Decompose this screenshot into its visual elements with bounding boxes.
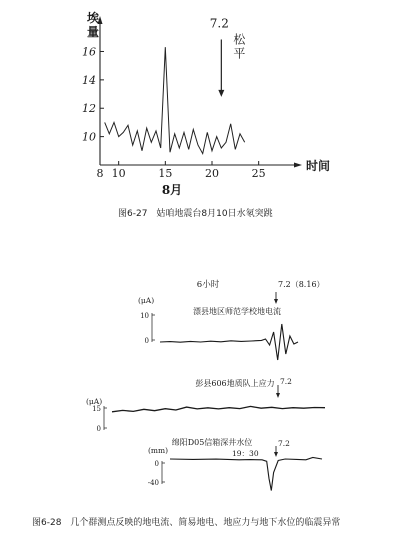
x-tick-label: 15 bbox=[158, 167, 173, 180]
x-axis-arrow bbox=[294, 163, 302, 168]
x-tick-label: 8 bbox=[96, 167, 104, 180]
trace-line bbox=[112, 406, 325, 411]
figure-caption-27: 图6-27 姑咱地震台8月10日水氡突跳 bbox=[118, 209, 273, 219]
annotation-date: 7.2 bbox=[209, 16, 229, 31]
annotation-label-char: 平 bbox=[233, 46, 246, 61]
trace-marker-label: 7.2 bbox=[280, 377, 292, 386]
x-tick-label: 10 bbox=[111, 167, 126, 180]
trace-y-tick-label: 15 bbox=[92, 405, 101, 413]
trace-name: 绵阳D05信箱深井水位 bbox=[171, 438, 253, 447]
trace-marker-label: 7.2 bbox=[278, 439, 290, 448]
trace-y-tick-label: 0 bbox=[154, 460, 159, 468]
trace-unit: (μA) bbox=[138, 296, 155, 305]
radon-series-line bbox=[105, 47, 245, 153]
y-tick-label: 16 bbox=[82, 45, 96, 59]
x-tick-label: 20 bbox=[205, 167, 219, 180]
trace-unit: (mm) bbox=[148, 446, 169, 455]
y-axis-label-char: 埃 bbox=[87, 11, 100, 25]
month-label: 8月 bbox=[161, 183, 183, 197]
trace-y-tick-label: 10 bbox=[140, 312, 149, 320]
trace-marker-arrowhead bbox=[274, 299, 278, 304]
y-tick-label: 10 bbox=[82, 130, 96, 144]
multi-trace-chart bbox=[86, 279, 325, 491]
trace-line bbox=[170, 458, 322, 491]
trace-marker-arrowhead bbox=[276, 393, 280, 398]
y-tick-label: 12 bbox=[82, 102, 96, 116]
y-axis-label-char: 量 bbox=[87, 25, 100, 39]
radon-chart bbox=[82, 10, 330, 197]
top-marker-label: 7.2（8.16） bbox=[278, 280, 325, 289]
trace-unit: (μA) bbox=[86, 397, 103, 406]
trace-marker-arrowhead bbox=[274, 452, 278, 457]
x-tick-label: 25 bbox=[251, 167, 266, 180]
annotation-label-char: 松 bbox=[233, 32, 246, 47]
trace-y-tick-label: -40 bbox=[147, 479, 159, 487]
y-tick-label: 14 bbox=[82, 73, 96, 87]
x-axis-label: 时间 bbox=[306, 159, 331, 173]
trace-name: 彭县606地质队上应力 bbox=[195, 379, 275, 388]
trace-time-label: 19：30 bbox=[232, 449, 259, 458]
trace-y-tick-label: 0 bbox=[144, 337, 149, 345]
trace-y-tick-label: 0 bbox=[96, 425, 101, 433]
time-scale-label: 6小时 bbox=[196, 280, 220, 290]
trace-name: 漂县地区师范学校地电流 bbox=[193, 307, 281, 316]
figure-caption-28: 图6-28 几个群测点反映的地电流、简易地电、地应力与地下水位的临震异常 bbox=[32, 518, 341, 528]
annotation-arrowhead bbox=[218, 90, 224, 97]
trace-line bbox=[160, 324, 298, 360]
